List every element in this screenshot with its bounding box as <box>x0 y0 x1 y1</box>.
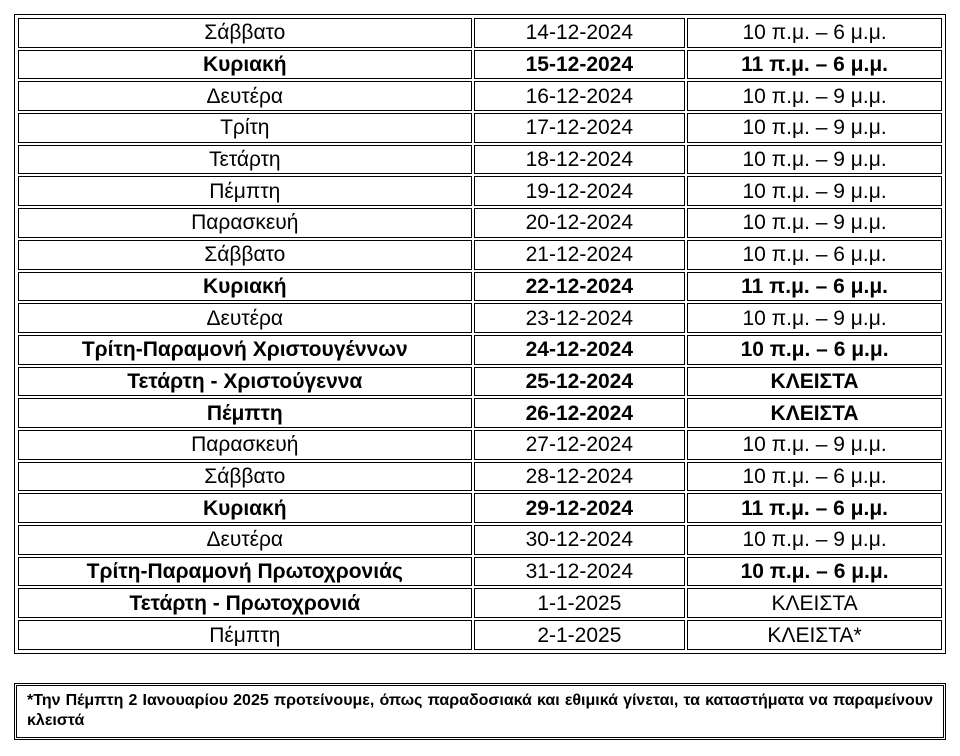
date-cell: 29-12-2024 <box>474 493 686 523</box>
table-row <box>18 462 942 492</box>
table-row <box>18 367 942 397</box>
table-row <box>18 335 942 365</box>
hours-cell: 10 π.μ. – 6 μ.μ. <box>687 240 942 270</box>
date-cell: 27-12-2024 <box>474 430 686 460</box>
date-cell: 15-12-2024 <box>474 50 686 80</box>
table-row <box>18 272 942 302</box>
date-cell: 20-12-2024 <box>474 208 686 238</box>
footnote-box <box>14 683 946 740</box>
table-row <box>18 208 942 238</box>
table-row <box>18 81 942 111</box>
table-row <box>18 620 942 650</box>
day-cell: Κυριακή <box>18 50 472 80</box>
hours-cell: 11 π.μ. – 6 μ.μ. <box>687 493 942 523</box>
day-cell: Τετάρτη - Πρωτοχρονιά <box>18 588 472 618</box>
holiday-hours-table <box>14 14 946 654</box>
date-cell: 31-12-2024 <box>474 557 686 587</box>
day-cell: Παρασκευή <box>18 208 472 238</box>
date-cell: 25-12-2024 <box>474 367 686 397</box>
table-row <box>18 303 942 333</box>
hours-cell: 11 π.μ. – 6 μ.μ. <box>687 50 942 80</box>
hours-cell: 10 π.μ. – 9 μ.μ. <box>687 525 942 555</box>
hours-cell: 10 π.μ. – 9 μ.μ. <box>687 303 942 333</box>
day-cell: Πέμπτη <box>18 620 472 650</box>
hours-cell: 10 π.μ. – 9 μ.μ. <box>687 208 942 238</box>
table-row <box>18 588 942 618</box>
date-cell: 28-12-2024 <box>474 462 686 492</box>
table-row <box>18 50 942 80</box>
hours-cell: 10 π.μ. – 9 μ.μ. <box>687 81 942 111</box>
hours-cell: ΚΛΕΙΣΤΑ <box>687 367 942 397</box>
hours-cell: 10 π.μ. – 9 μ.μ. <box>687 113 942 143</box>
hours-cell: 10 π.μ. – 6 μ.μ. <box>687 335 942 365</box>
hours-cell: 10 π.μ. – 6 μ.μ. <box>687 462 942 492</box>
day-cell: Τετάρτη - Χριστούγεννα <box>18 367 472 397</box>
day-cell: Σάββατο <box>18 462 472 492</box>
footnote-text: *Την Πέμπτη 2 Ιανουαρίου 2025 προτείνουμε, όπως παραδοσιακά και εθιμικά γίνεται, τα καταστήματα να παραμείνουν κλειστά <box>16 685 944 738</box>
hours-cell: 10 π.μ. – 9 μ.μ. <box>687 145 942 175</box>
table-row <box>18 176 942 206</box>
day-cell: Τετάρτη <box>18 145 472 175</box>
day-cell: Σάββατο <box>18 240 472 270</box>
table-row <box>18 113 942 143</box>
table-row <box>18 493 942 523</box>
table-row <box>18 557 942 587</box>
date-cell: 22-12-2024 <box>474 272 686 302</box>
date-cell: 17-12-2024 <box>474 113 686 143</box>
hours-cell: 10 π.μ. – 9 μ.μ. <box>687 176 942 206</box>
hours-cell: 10 π.μ. – 6 μ.μ. <box>687 18 942 48</box>
day-cell: Τρίτη <box>18 113 472 143</box>
day-cell: Τρίτη-Παραμονή Χριστουγέννων <box>18 335 472 365</box>
hours-cell: 10 π.μ. – 6 μ.μ. <box>687 557 942 587</box>
date-cell: 19-12-2024 <box>474 176 686 206</box>
day-cell: Παρασκευή <box>18 430 472 460</box>
table-row <box>18 145 942 175</box>
date-cell: 1-1-2025 <box>474 588 686 618</box>
hours-cell: 11 π.μ. – 6 μ.μ. <box>687 272 942 302</box>
date-cell: 14-12-2024 <box>474 18 686 48</box>
day-cell: Σάββατο <box>18 18 472 48</box>
day-cell: Δευτέρα <box>18 303 472 333</box>
date-cell: 23-12-2024 <box>474 303 686 333</box>
day-cell: Πέμπτη <box>18 176 472 206</box>
table-row <box>18 525 942 555</box>
hours-cell: ΚΛΕΙΣΤΑ* <box>687 620 942 650</box>
day-cell: Κυριακή <box>18 493 472 523</box>
table-row <box>18 398 942 428</box>
date-cell: 18-12-2024 <box>474 145 686 175</box>
date-cell: 24-12-2024 <box>474 335 686 365</box>
hours-cell: ΚΛΕΙΣΤΑ <box>687 398 942 428</box>
day-cell: Κυριακή <box>18 272 472 302</box>
date-cell: 2-1-2025 <box>474 620 686 650</box>
day-cell: Πέμπτη <box>18 398 472 428</box>
date-cell: 30-12-2024 <box>474 525 686 555</box>
table-row <box>18 240 942 270</box>
table-row <box>18 18 942 48</box>
hours-cell: ΚΛΕΙΣΤΑ <box>687 588 942 618</box>
date-cell: 26-12-2024 <box>474 398 686 428</box>
day-cell: Δευτέρα <box>18 525 472 555</box>
table-row <box>18 430 942 460</box>
date-cell: 21-12-2024 <box>474 240 686 270</box>
schedule-grid <box>16 16 944 652</box>
day-cell: Τρίτη-Παραμονή Πρωτοχρονιάς <box>18 557 472 587</box>
hours-cell: 10 π.μ. – 9 μ.μ. <box>687 430 942 460</box>
date-cell: 16-12-2024 <box>474 81 686 111</box>
day-cell: Δευτέρα <box>18 81 472 111</box>
